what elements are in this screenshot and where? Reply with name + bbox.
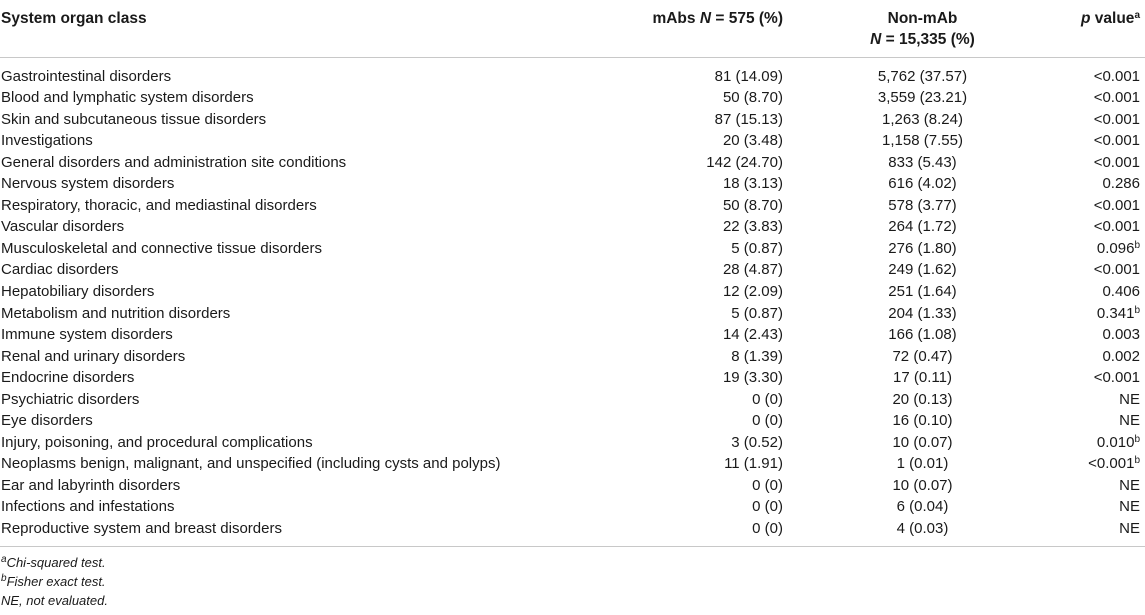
non-mab-cell: 3,559 (23.21) [877, 89, 968, 107]
mabs-cell: 0 (0) [752, 519, 783, 537]
mabs-cell: 28 (4.87) [722, 261, 783, 279]
table-row [0, 389, 1145, 411]
non-mab-cell: 17 (0.11) [893, 369, 952, 387]
soc-cell: Reproductive system and breast disorders [1, 519, 282, 537]
soc-cell: Renal and urinary disorders [1, 347, 186, 365]
p-value-cell: 0.002 [1102, 347, 1140, 365]
soc-cell: Nervous system disorders [1, 175, 175, 193]
table-row [0, 453, 1145, 475]
p-value-cell: <0.001$^b$ [1088, 455, 1140, 473]
non-mab-cell: 276 (1.80) [888, 239, 957, 257]
table-row [0, 173, 1145, 195]
mabs-cell: 3 (0.52) [731, 433, 783, 451]
footnotes [0, 547, 1145, 610]
footnote-marker: b [1134, 455, 1140, 467]
table-row [0, 152, 1145, 174]
mabs-cell: 12 (2.09) [722, 282, 783, 300]
soc-cell: Hepatobiliary disorders [1, 282, 155, 300]
p-value-cell: 0.003 [1102, 326, 1140, 344]
soc-cell: Neoplasms benign, malignant, and unspecified (including cysts and polyps) [1, 455, 501, 473]
table-row [0, 303, 1145, 325]
footnote-marker: b [1134, 239, 1140, 251]
soc-cell: Injury, poisoning, and procedural complications [1, 433, 313, 451]
non-mab-cell: 10 (0.07) [892, 433, 953, 451]
non-mab-cell: 616 (4.02) [888, 175, 957, 193]
table-row [0, 87, 1145, 109]
table-row [0, 216, 1145, 238]
table-row [0, 432, 1145, 454]
table-row [0, 281, 1145, 303]
soc-cell: Eye disorders [1, 412, 93, 430]
table-row [0, 324, 1145, 346]
mabs-cell: 81 (14.09) [714, 67, 783, 85]
table-body [0, 57, 1145, 546]
p-value-cell: <0.001 [1093, 153, 1140, 171]
table-row [0, 475, 1145, 497]
p-value-cell: NE [1119, 412, 1140, 430]
non-mab-cell: 16 (0.10) [892, 412, 953, 430]
mabs-cell: 20 (3.48) [722, 132, 783, 150]
soc-cell: Gastrointestinal disorders [1, 67, 172, 85]
p-value-cell: <0.001 [1093, 369, 1140, 387]
non-mab-cell: 6 (0.04) [896, 498, 949, 516]
header-non-mab: Non-mAb N = 15,335 (%) [870, 10, 975, 48]
footnote-marker: b [1134, 433, 1140, 445]
non-mab-cell: 10 (0.07) [892, 476, 953, 494]
p-value-cell: 0.406 [1102, 282, 1140, 300]
soc-cell: General disorders and administration site conditions [1, 153, 347, 171]
table-row [0, 57, 1145, 87]
p-value-cell: <0.001 [1093, 218, 1140, 236]
p-value-cell: <0.001 [1093, 110, 1140, 128]
soc-cell: Immune system disorders [1, 326, 173, 344]
non-mab-cell: 1,158 (7.55) [882, 132, 963, 150]
p-value-cell: <0.001 [1093, 132, 1140, 150]
soc-cell: Investigations [1, 132, 93, 150]
soc-cell: Cardiac disorders [1, 261, 119, 279]
table-row [0, 410, 1145, 432]
header-mabs: mAbs N = 575 (%) [652, 10, 783, 27]
table-row [0, 109, 1145, 131]
non-mab-cell: 249 (1.62) [888, 261, 957, 279]
soc-cell: Infections and infestations [1, 498, 175, 516]
footnote: $^b$Fisher exact test. [1, 572, 106, 589]
footnote: NE, not evaluated. [1, 592, 108, 608]
non-mab-cell: 72 (0.47) [892, 347, 953, 365]
non-mab-cell: 251 (1.64) [888, 282, 957, 300]
non-mab-cell: 1 (0.01) [896, 455, 949, 473]
mabs-cell: 14 (2.43) [722, 326, 783, 344]
mabs-cell: 11 (1.91) [724, 455, 783, 473]
table-row [0, 367, 1145, 389]
non-mab-cell: 4 (0.03) [896, 519, 949, 537]
p-value-cell: 0.096$^b$ [1096, 239, 1140, 257]
p-value-cell: NE [1119, 390, 1140, 408]
table-row [0, 496, 1145, 518]
table-header [0, 0, 1145, 57]
soc-cell: Endocrine disorders [1, 369, 135, 387]
mabs-cell: 87 (15.13) [714, 110, 783, 128]
mabs-cell: 0 (0) [752, 498, 783, 516]
footnote: $^a$Chi-squared test. [1, 553, 106, 570]
non-mab-cell: 578 (3.77) [888, 196, 957, 214]
soc-cell: Skin and subcutaneous tissue disorders [1, 110, 267, 128]
non-mab-cell: 20 (0.13) [892, 390, 953, 408]
mabs-cell: 50 (8.70) [722, 196, 783, 214]
non-mab-cell: 204 (1.33) [888, 304, 957, 322]
mabs-cell: 19 (3.30) [722, 369, 783, 387]
mabs-cell: 0 (0) [752, 390, 783, 408]
non-mab-cell: 833 (5.43) [888, 153, 957, 171]
mabs-cell: 0 (0) [752, 412, 783, 430]
soc-cell: Blood and lymphatic system disorders [1, 89, 254, 107]
table-row [0, 346, 1145, 368]
p-value-cell: NE [1119, 498, 1140, 516]
soc-cell: Respiratory, thoracic, and mediastinal disorders [1, 196, 317, 214]
p-value-cell: <0.001 [1093, 67, 1140, 85]
header-p-value: p value$^a$ [1081, 10, 1140, 27]
p-value-cell: 0.286 [1102, 175, 1140, 193]
p-value-cell: NE [1119, 519, 1140, 537]
table-row [0, 518, 1145, 546]
non-mab-cell: 1,263 (8.24) [882, 110, 963, 128]
soc-cell: Metabolism and nutrition disorders [1, 304, 231, 322]
p-value-cell: 0.341$^b$ [1096, 304, 1140, 322]
table-row [0, 130, 1145, 152]
p-value-cell: NE [1119, 476, 1140, 494]
header-soc: System organ class [1, 10, 147, 27]
mabs-cell: 22 (3.83) [722, 218, 783, 236]
p-value-cell: <0.001 [1093, 261, 1140, 279]
mabs-cell: 8 (1.39) [731, 347, 783, 365]
soc-cell: Psychiatric disorders [1, 390, 140, 408]
footnote-marker: b [1134, 304, 1140, 316]
non-mab-cell: 5,762 (37.57) [877, 67, 968, 85]
header-row [0, 0, 1145, 57]
mabs-cell: 142 (24.70) [706, 153, 783, 171]
table-row [0, 259, 1145, 281]
mabs-cell: 18 (3.13) [722, 175, 783, 193]
soc-cell: Ear and labyrinth disorders [1, 476, 181, 494]
non-mab-cell: 166 (1.08) [888, 326, 957, 344]
soc-cell: Musculoskeletal and connective tissue disorders [1, 239, 322, 257]
mabs-cell: 5 (0.87) [731, 304, 783, 322]
p-value-cell: <0.001 [1093, 89, 1140, 107]
soc-cell: Vascular disorders [1, 218, 125, 236]
p-value-cell: 0.010$^b$ [1096, 433, 1140, 451]
mabs-cell: 5 (0.87) [731, 239, 783, 257]
table-row [0, 238, 1145, 260]
table-row [0, 195, 1145, 217]
non-mab-cell: 264 (1.72) [888, 218, 957, 236]
mabs-cell: 50 (8.70) [722, 89, 783, 107]
p-value-cell: <0.001 [1093, 196, 1140, 214]
mabs-cell: 0 (0) [752, 476, 783, 494]
